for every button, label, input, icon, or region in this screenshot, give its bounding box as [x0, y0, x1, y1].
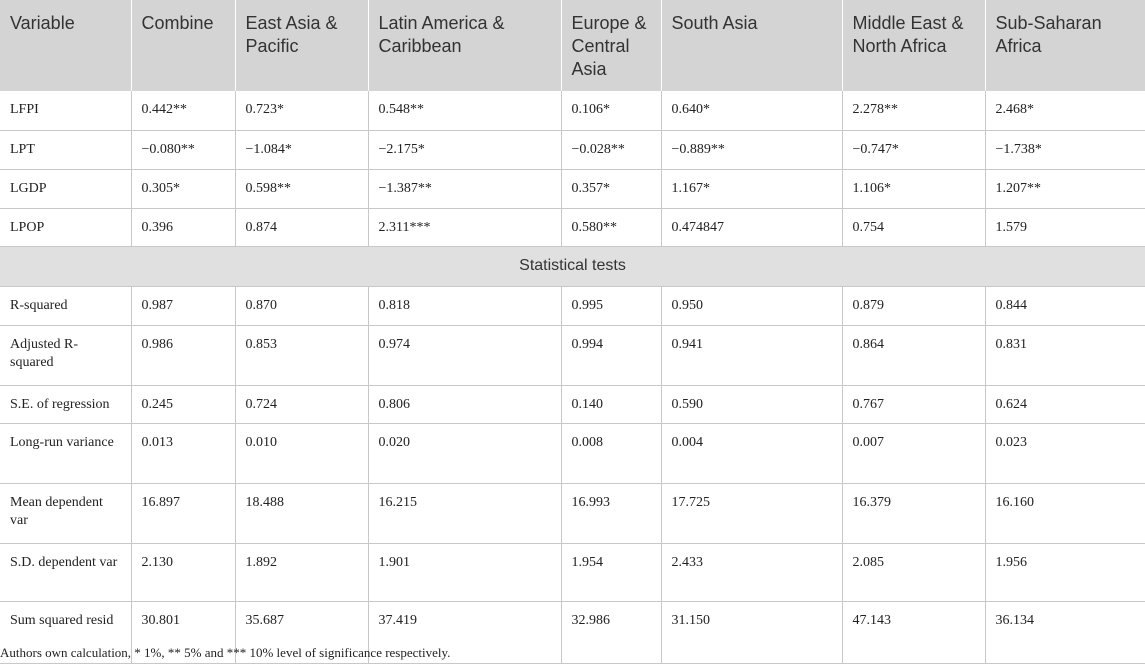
- header-south-asia: South Asia: [661, 0, 842, 91]
- header-europe-central-asia: Europe & Central Asia: [561, 0, 661, 91]
- table-cell: −0.889**: [661, 130, 842, 169]
- table-cell: 0.140: [561, 385, 661, 423]
- table-cell: 16.160: [985, 483, 1145, 543]
- table-cell: 0.818: [368, 286, 561, 325]
- table-cell: 0.020: [368, 423, 561, 483]
- table-cell: 0.767: [842, 385, 985, 423]
- table-cell: −1.738*: [985, 130, 1145, 169]
- row-label: S.D. dependent var: [0, 543, 131, 601]
- table-row: [0, 91, 1145, 130]
- table-cell: 0.974: [368, 325, 561, 385]
- table-cell: 18.488: [235, 483, 368, 543]
- table-cell: 0.442**: [131, 91, 235, 130]
- header-variable: Variable: [0, 0, 131, 91]
- table-cell: 0.305*: [131, 169, 235, 208]
- table-row: [0, 543, 1145, 601]
- table-cell: 2.433: [661, 543, 842, 601]
- table-cell: 16.379: [842, 483, 985, 543]
- table-row: [0, 385, 1145, 423]
- table-cell: 0.995: [561, 286, 661, 325]
- row-label: Mean dependent var: [0, 483, 131, 543]
- table-cell: 1.106*: [842, 169, 985, 208]
- table-cell: 0.941: [661, 325, 842, 385]
- table-cell: 2.085: [842, 543, 985, 601]
- table-cell: 0.853: [235, 325, 368, 385]
- table-cell: 0.864: [842, 325, 985, 385]
- table-cell: 0.007: [842, 423, 985, 483]
- table-cell: 1.207**: [985, 169, 1145, 208]
- row-label: LFPI: [0, 91, 131, 130]
- row-label: Sum squared resid: [0, 601, 131, 663]
- table-cell: 37.419: [368, 601, 561, 663]
- table-cell: −0.747*: [842, 130, 985, 169]
- table-cell: −0.028**: [561, 130, 661, 169]
- table-cell: 0.879: [842, 286, 985, 325]
- table-cell: 0.004: [661, 423, 842, 483]
- table-cell: 2.311***: [368, 208, 561, 246]
- table-cell: 0.590: [661, 385, 842, 423]
- table-cell: 0.831: [985, 325, 1145, 385]
- table-cell: 0.023: [985, 423, 1145, 483]
- table-cell: 35.687: [235, 601, 368, 663]
- table-row: [0, 423, 1145, 483]
- table-cell: 47.143: [842, 601, 985, 663]
- table-cell: 0.640*: [661, 91, 842, 130]
- table-cell: 30.801: [131, 601, 235, 663]
- table-cell: 0.806: [368, 385, 561, 423]
- table-cell: −1.084*: [235, 130, 368, 169]
- table-cell: 1.954: [561, 543, 661, 601]
- table-cell: 0.396: [131, 208, 235, 246]
- section-title: Statistical tests: [0, 246, 1145, 286]
- table-footnote: Authors own calculation, * 1%, ** 5% and *** 10% level of significance respectively.: [0, 645, 451, 660]
- row-label: LPT: [0, 130, 131, 169]
- table-cell: 0.010: [235, 423, 368, 483]
- table-cell: 16.215: [368, 483, 561, 543]
- row-label: Adjusted R-squared: [0, 325, 131, 385]
- row-label: Long-run variance: [0, 423, 131, 483]
- table-cell: −2.175*: [368, 130, 561, 169]
- table-cell: 0.994: [561, 325, 661, 385]
- table-cell: 0.598**: [235, 169, 368, 208]
- table-cell: 0.724: [235, 385, 368, 423]
- table-cell: −1.387**: [368, 169, 561, 208]
- table-row: [0, 208, 1145, 246]
- row-label: S.E. of regression: [0, 385, 131, 423]
- table-cell: 16.993: [561, 483, 661, 543]
- header-combine: Combine: [131, 0, 235, 91]
- table-row: [0, 286, 1145, 325]
- header-latin-america-caribbean: Latin America & Caribbean: [368, 0, 561, 91]
- table-cell: 2.130: [131, 543, 235, 601]
- table-cell: 2.468*: [985, 91, 1145, 130]
- section-row: [0, 246, 1145, 286]
- table-cell: 1.892: [235, 543, 368, 601]
- table-cell: −0.080**: [131, 130, 235, 169]
- table-cell: 0.474847: [661, 208, 842, 246]
- table-cell: 0.950: [661, 286, 842, 325]
- table-cell: 0.870: [235, 286, 368, 325]
- table-cell: 0.013: [131, 423, 235, 483]
- table-cell: 36.134: [985, 601, 1145, 663]
- header-row: [0, 0, 1145, 91]
- header-sub-saharan-africa: Sub-Saharan Africa: [985, 0, 1145, 91]
- table-cell: 2.278**: [842, 91, 985, 130]
- table-cell: 0.874: [235, 208, 368, 246]
- table-cell: 0.754: [842, 208, 985, 246]
- table-cell: 0.245: [131, 385, 235, 423]
- table-cell: 32.986: [561, 601, 661, 663]
- table-cell: 1.901: [368, 543, 561, 601]
- table-cell: 0.986: [131, 325, 235, 385]
- table-cell: 1.167*: [661, 169, 842, 208]
- table-cell: 0.624: [985, 385, 1145, 423]
- header-east-asia-pacific: East Asia & Pacific: [235, 0, 368, 91]
- table-cell: 0.580**: [561, 208, 661, 246]
- table-row: [0, 169, 1145, 208]
- row-label: R-squared: [0, 286, 131, 325]
- table-cell: 0.987: [131, 286, 235, 325]
- row-label: LGDP: [0, 169, 131, 208]
- table-row: [0, 483, 1145, 543]
- table-cell: 16.897: [131, 483, 235, 543]
- table-row: [0, 130, 1145, 169]
- row-label: LPOP: [0, 208, 131, 246]
- table-cell: 0.548**: [368, 91, 561, 130]
- table-cell: 0.106*: [561, 91, 661, 130]
- header-middle-east-north-africa: Middle East & North Africa: [842, 0, 985, 91]
- table-cell: 0.723*: [235, 91, 368, 130]
- table-cell: 31.150: [661, 601, 842, 663]
- table-cell: 0.357*: [561, 169, 661, 208]
- table-cell: 0.008: [561, 423, 661, 483]
- table-row: [0, 325, 1145, 385]
- table-cell: 17.725: [661, 483, 842, 543]
- table-cell: 0.844: [985, 286, 1145, 325]
- table-cell: 1.956: [985, 543, 1145, 601]
- table-cell: 1.579: [985, 208, 1145, 246]
